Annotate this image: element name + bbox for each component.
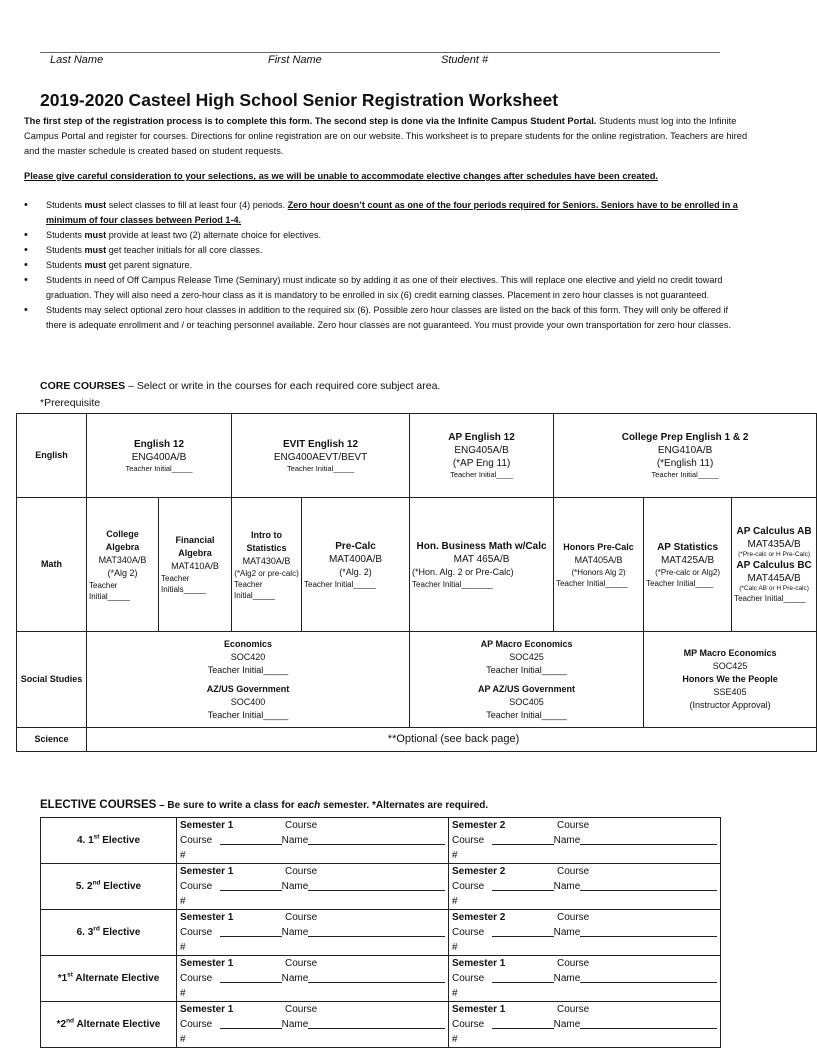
core-heading-rest: – Select or write in the courses for each required core subject area. (125, 380, 441, 392)
elective-label-ordinal: st (67, 971, 73, 979)
name-label: Name (553, 835, 581, 846)
course-name-field[interactable] (580, 879, 717, 891)
course-college-algebra[interactable] (87, 498, 159, 632)
instruction-item (24, 243, 744, 258)
teacher-initial: Teacher Initial_____ (234, 579, 275, 600)
semester-entry[interactable] (177, 818, 449, 864)
semester-label: Semester 1 (180, 866, 234, 877)
instruction-emphasis: must (84, 230, 107, 240)
course-hon-business-math[interactable] (410, 498, 554, 632)
name-label: Name (553, 973, 581, 984)
semester-entry[interactable] (449, 818, 721, 864)
course-label: Course (557, 958, 590, 969)
course-code: ENG400AEVT/BEVT (273, 451, 368, 463)
science-row (17, 728, 817, 752)
course-number-field[interactable] (220, 879, 281, 891)
science-note: **Optional (see back page) (87, 728, 817, 752)
course-label: Course (285, 1004, 318, 1015)
course-code: ENG410A/B (657, 445, 713, 456)
teacher-initial: Teacher Initial_____ (734, 594, 806, 603)
course-code: MAT405A/B (574, 554, 623, 565)
instruction-item (24, 303, 744, 333)
intro-rest: Students must log into the Infinite Campus Portal and register for courses. Directions for online registration are on our website. This worksheet is to prepare students for the online registration. Teachers are hired and the master schedule is created based on student requests. (24, 116, 748, 156)
course-label: Course (557, 866, 590, 877)
intro-bold: The first step of the registration process is to complete this form. The second step is done via the Infinite Campus Student Portal. (24, 116, 597, 126)
course-number-label: Course # (180, 927, 213, 953)
instruction-text-tail: provide at least two (2) alternate choice for electives. (106, 230, 321, 240)
course-prereq: (*Alg. 2) (339, 566, 372, 577)
course-code: MAT400A/B (328, 553, 383, 565)
course-name-field[interactable] (580, 971, 717, 983)
course-name-field[interactable] (308, 1017, 445, 1029)
course-name: Economics (224, 638, 273, 649)
semester-entry[interactable] (177, 956, 449, 1002)
name-label: Name (281, 835, 309, 846)
elective-heading-tail: semester. *Alternates are required. (320, 800, 489, 811)
elective-label-ordinal: nd (66, 1017, 75, 1025)
course-english-12[interactable] (87, 414, 232, 498)
course-code: MAT425A/B (660, 554, 715, 566)
semester-entry[interactable] (449, 1002, 721, 1048)
semester-label: Semester 2 (452, 866, 506, 877)
course-number-field[interactable] (492, 879, 553, 891)
instruction-text: Students (46, 245, 85, 255)
elective-label-suffix: Elective (99, 835, 141, 846)
teacher-initial: Teacher Initial_____ (286, 463, 355, 473)
semester-label: Semester 2 (452, 820, 506, 831)
course-college-prep-english[interactable] (554, 414, 817, 498)
course-number-label: Course # (180, 881, 213, 907)
course-label: Course (285, 958, 318, 969)
course-name: AP Macro Economics (480, 638, 573, 649)
teacher-initial: Teacher Initial_____ (651, 470, 719, 479)
course-label: Course (285, 912, 318, 923)
course-name-field[interactable] (580, 1017, 717, 1029)
instruction-text: Students (46, 230, 85, 240)
course-number-label: Course # (452, 973, 485, 999)
semester-entry[interactable] (449, 956, 721, 1002)
elective-row (41, 956, 721, 1002)
name-label: Name (281, 927, 309, 938)
prerequisite-note: *Prerequisite (40, 397, 101, 409)
teacher-initial: Teacher Initial_____ (486, 664, 567, 675)
warning-note: Please give careful consideration to your selections, as we will be unable to accommodate elective changes after schedules have been created. (24, 171, 658, 181)
teacher-initial: Teacher Initial_____ (556, 578, 628, 588)
course-code: SOC420 (230, 651, 266, 662)
course-label: Course (285, 820, 318, 831)
semester-label: Semester 1 (180, 1004, 234, 1015)
math-label: Math (17, 498, 87, 632)
teacher-initial-2: Teacher Initial_____ (486, 709, 567, 720)
course-number-label: Course # (452, 1019, 485, 1045)
course-number-label: Course # (180, 835, 213, 861)
english-row (17, 414, 817, 498)
course-prereq: (*Pre-calc or H Pre-Calc) (738, 551, 810, 558)
elective-label-text: *2 (56, 1019, 67, 1030)
instruction-text: Students may select optional zero hour classes in addition to the required six (6). Possible zero hour classes are listed on the back of this form. They will only be offered if there is adequate enrollment and / or teaching personnel available. Zero hour classes are not guaranteed. You must provide your own transportation for zero hour classes. (46, 305, 731, 330)
core-heading-bold: CORE COURSES (40, 380, 126, 392)
name-label: Name (553, 881, 581, 892)
course-number-field[interactable] (220, 833, 281, 845)
course-ap-calculus[interactable] (732, 498, 817, 632)
instruction-underlined: Zero hour doesn’t count as one of the four periods required for Seniors. Seniors have to be enrolled in a minimum of four classes between Period 1-4. (46, 200, 738, 225)
course-code: MAT430A/B (242, 555, 291, 566)
course-code: MAT410A/B (171, 561, 219, 571)
semester-label: Semester 1 (180, 958, 234, 969)
course-number-label: Course # (452, 927, 485, 953)
elective-row (41, 910, 721, 956)
name-label: Name (281, 881, 309, 892)
course-code-2: SOC400 (230, 696, 266, 707)
course-name-field[interactable] (308, 879, 445, 891)
course-name-2: AZ/US Government (206, 683, 290, 694)
elective-label-text: 4. 1 (76, 835, 94, 846)
course-evit-english-12[interactable] (232, 414, 410, 498)
course-name: Intro to Statistics (246, 529, 287, 553)
elective-label-suffix: Alternate Elective (74, 1019, 161, 1030)
course-name-2: Honors We the People (682, 674, 778, 684)
course-name: AP Statistics (657, 541, 719, 553)
course-name: College Algebra (105, 528, 140, 552)
elective-heading-title: ELECTIVE COURSES (40, 799, 157, 811)
course-number-field[interactable] (492, 1017, 553, 1029)
semester-entry[interactable] (177, 910, 449, 956)
course-pre-calc[interactable] (302, 498, 410, 632)
elective-label (41, 956, 177, 1002)
instruction-text: Students (46, 200, 85, 210)
elective-table (40, 817, 721, 1048)
course-ap-macro-gov[interactable] (410, 632, 644, 728)
elective-label-text: 5. 2 (75, 881, 93, 892)
course-code: MAT 465A/B (453, 553, 510, 565)
course-prereq: (*Pre-calc or Alg2) (655, 567, 721, 577)
course-ap-statistics[interactable] (644, 498, 732, 632)
course-financial-algebra[interactable] (159, 498, 232, 632)
course-prereq: (*AP Eng 11) (452, 458, 511, 469)
elective-label-ordinal: nd (92, 879, 101, 887)
instruction-text-tail: get parent signature. (106, 260, 193, 270)
name-line (40, 52, 720, 53)
course-number-field[interactable] (492, 925, 553, 937)
course-code: SOC425 (712, 661, 748, 671)
course-code: MAT340A/B (98, 554, 147, 565)
core-courses-table (16, 413, 817, 752)
course-label: Course (557, 912, 590, 923)
course-name: College Prep English 1 & 2 (621, 432, 749, 443)
course-number-field[interactable] (220, 971, 281, 983)
math-row (17, 498, 817, 632)
course-prereq: (*Hon. Alg. 2 or Pre-Calc) (412, 566, 514, 577)
elective-row (41, 864, 721, 910)
course-name-field[interactable] (308, 971, 445, 983)
course-name: English 12 (134, 438, 185, 450)
course-number-label: Course # (180, 1019, 213, 1045)
course-name: AP English 12 (448, 432, 515, 443)
student-number-label: Student # (441, 54, 489, 66)
social-studies-row (17, 632, 817, 728)
elective-label (41, 864, 177, 910)
course-label: Course (557, 1004, 590, 1015)
course-number-field[interactable] (492, 971, 553, 983)
elective-row (41, 818, 721, 864)
english-label: English (17, 414, 87, 498)
course-name-field[interactable] (308, 833, 445, 845)
teacher-initial: Teacher Initial____ (646, 578, 714, 588)
instruction-item (24, 198, 744, 228)
elective-label (41, 818, 177, 864)
instruction-item (24, 258, 744, 273)
semester-entry[interactable] (449, 910, 721, 956)
elective-label-ordinal: st (93, 833, 100, 841)
semester-entry[interactable] (449, 864, 721, 910)
course-code-2: SOC405 (509, 696, 544, 707)
elective-label-suffix: Alternate Elective (72, 973, 160, 984)
course-number-label: Course # (452, 881, 485, 907)
teacher-initial: Teacher Initial_____ (89, 580, 130, 601)
intro-paragraph (24, 114, 749, 159)
semester-label: Semester 2 (452, 912, 506, 923)
instruction-text-tail: get teacher initials for all core classes. (106, 245, 263, 255)
semester-label: Semester 1 (180, 912, 234, 923)
social-studies-label: Social Studies (17, 632, 87, 728)
course-ap-english-12[interactable] (410, 414, 554, 498)
instruction-text-tail: select classes to fill at least four (4) periods. (106, 200, 288, 210)
name-label: Name (281, 973, 309, 984)
course-prereq: (*Alg2 or pre-calc) (234, 568, 299, 578)
course-name: Hon. Business Math w/Calc (416, 540, 547, 552)
teacher-initial-2: Teacher Initial_____ (207, 709, 289, 720)
course-prereq: (*Honors Alg 2) (571, 567, 626, 577)
teacher-initial: Teacher Initial_____ (304, 579, 376, 589)
course-code: ENG405A/B (454, 445, 509, 456)
core-heading (40, 380, 440, 392)
course-name: AP Calculus AB (736, 526, 812, 537)
course-code: SOC425 (509, 651, 544, 662)
course-code: ENG400A/B (131, 451, 187, 463)
course-name-field[interactable] (308, 925, 445, 937)
elective-heading (40, 799, 488, 811)
course-prereq: (*English 11) (656, 458, 714, 469)
elective-label-suffix: Elective (99, 927, 141, 938)
instruction-list (24, 198, 744, 333)
elective-label-ordinal: rd (93, 925, 100, 933)
course-name: Pre-Calc (335, 540, 376, 552)
course-code-2: MAT445A/B (747, 573, 801, 584)
course-intro-to-statistics[interactable] (232, 498, 302, 632)
course-code-2: SSE405 (713, 687, 747, 697)
teacher-initial: Teacher Initial_____ (207, 664, 289, 675)
course-name-field[interactable] (580, 833, 717, 845)
course-name-field[interactable] (580, 925, 717, 937)
course-code: MAT435A/B (747, 539, 801, 550)
instruction-item (24, 273, 744, 303)
teacher-initial: Teacher Initial_____ (125, 463, 193, 473)
instruction-text: Students (46, 260, 85, 270)
elective-label (41, 1002, 177, 1048)
name-label: Name (553, 1019, 581, 1030)
elective-label-text: 6. 3 (76, 927, 94, 938)
course-honors-pre-calc[interactable] (554, 498, 644, 632)
course-prereq-2: (*Calc AB or H Pre-calc) (739, 585, 809, 592)
elective-heading-text: – Be sure to write a class for (156, 800, 298, 811)
page-title: 2019-2020 Casteel High School Senior Registration Worksheet (40, 90, 559, 110)
semester-entry[interactable] (177, 1002, 449, 1048)
course-number-field[interactable] (220, 925, 281, 937)
last-name-label: Last Name (50, 54, 104, 66)
elective-label-text: *1 (57, 973, 68, 984)
instruction-emphasis: must (84, 260, 107, 270)
elective-label (41, 910, 177, 956)
course-name: EVIT English 12 (283, 438, 359, 450)
course-label: Course (285, 866, 318, 877)
instruction-emphasis: must (84, 245, 107, 255)
course-name: MP Macro Economics (683, 648, 777, 658)
teacher-initial: Teacher Initial_______ (412, 579, 493, 589)
course-number-field[interactable] (492, 833, 553, 845)
instruction-emphasis: must (84, 200, 107, 210)
course-number-label: Course # (180, 973, 213, 999)
course-name: Honors Pre-Calc (563, 541, 634, 552)
semester-label: Semester 1 (452, 1004, 506, 1015)
semester-label: Semester 1 (180, 820, 234, 831)
teacher-initial: Teacher Initials_____ (161, 574, 206, 594)
course-name-2: AP Calculus BC (736, 560, 812, 571)
course-economics-gov[interactable] (87, 632, 410, 728)
course-mp-macro-we-the-people[interactable] (644, 632, 817, 728)
name-label: Name (281, 1019, 309, 1030)
instruction-item (24, 228, 744, 243)
course-number-label: Course # (452, 835, 485, 861)
first-name-label: First Name (268, 54, 322, 66)
course-prereq: (*Alg 2) (107, 567, 138, 578)
instruction-text: Students in need of Off Campus Release Time (Seminary) must indicate so by adding it as one of their electives. This will replace one elective and yield no credit toward graduation. They will also need a zero-hour class as it is mandatory to be enrolled in six (6) credit earning classes. Placement in zero hour classes is not guaranteed. (46, 275, 723, 300)
elective-label-suffix: Elective (100, 881, 142, 892)
semester-entry[interactable] (177, 864, 449, 910)
name-label: Name (553, 927, 581, 938)
course-name-2: AP AZ/US Government (478, 683, 576, 694)
course-label: Course (557, 820, 590, 831)
course-number-field[interactable] (220, 1017, 281, 1029)
elective-heading-emph: each (297, 800, 321, 811)
teacher-initial: Teacher Initial____ (450, 470, 514, 479)
course-name: Financial Algebra (175, 535, 215, 558)
semester-label: Semester 1 (452, 958, 506, 969)
science-label: Science (17, 728, 87, 752)
elective-row (41, 1002, 721, 1048)
course-note: (Instructor Approval) (689, 700, 771, 710)
